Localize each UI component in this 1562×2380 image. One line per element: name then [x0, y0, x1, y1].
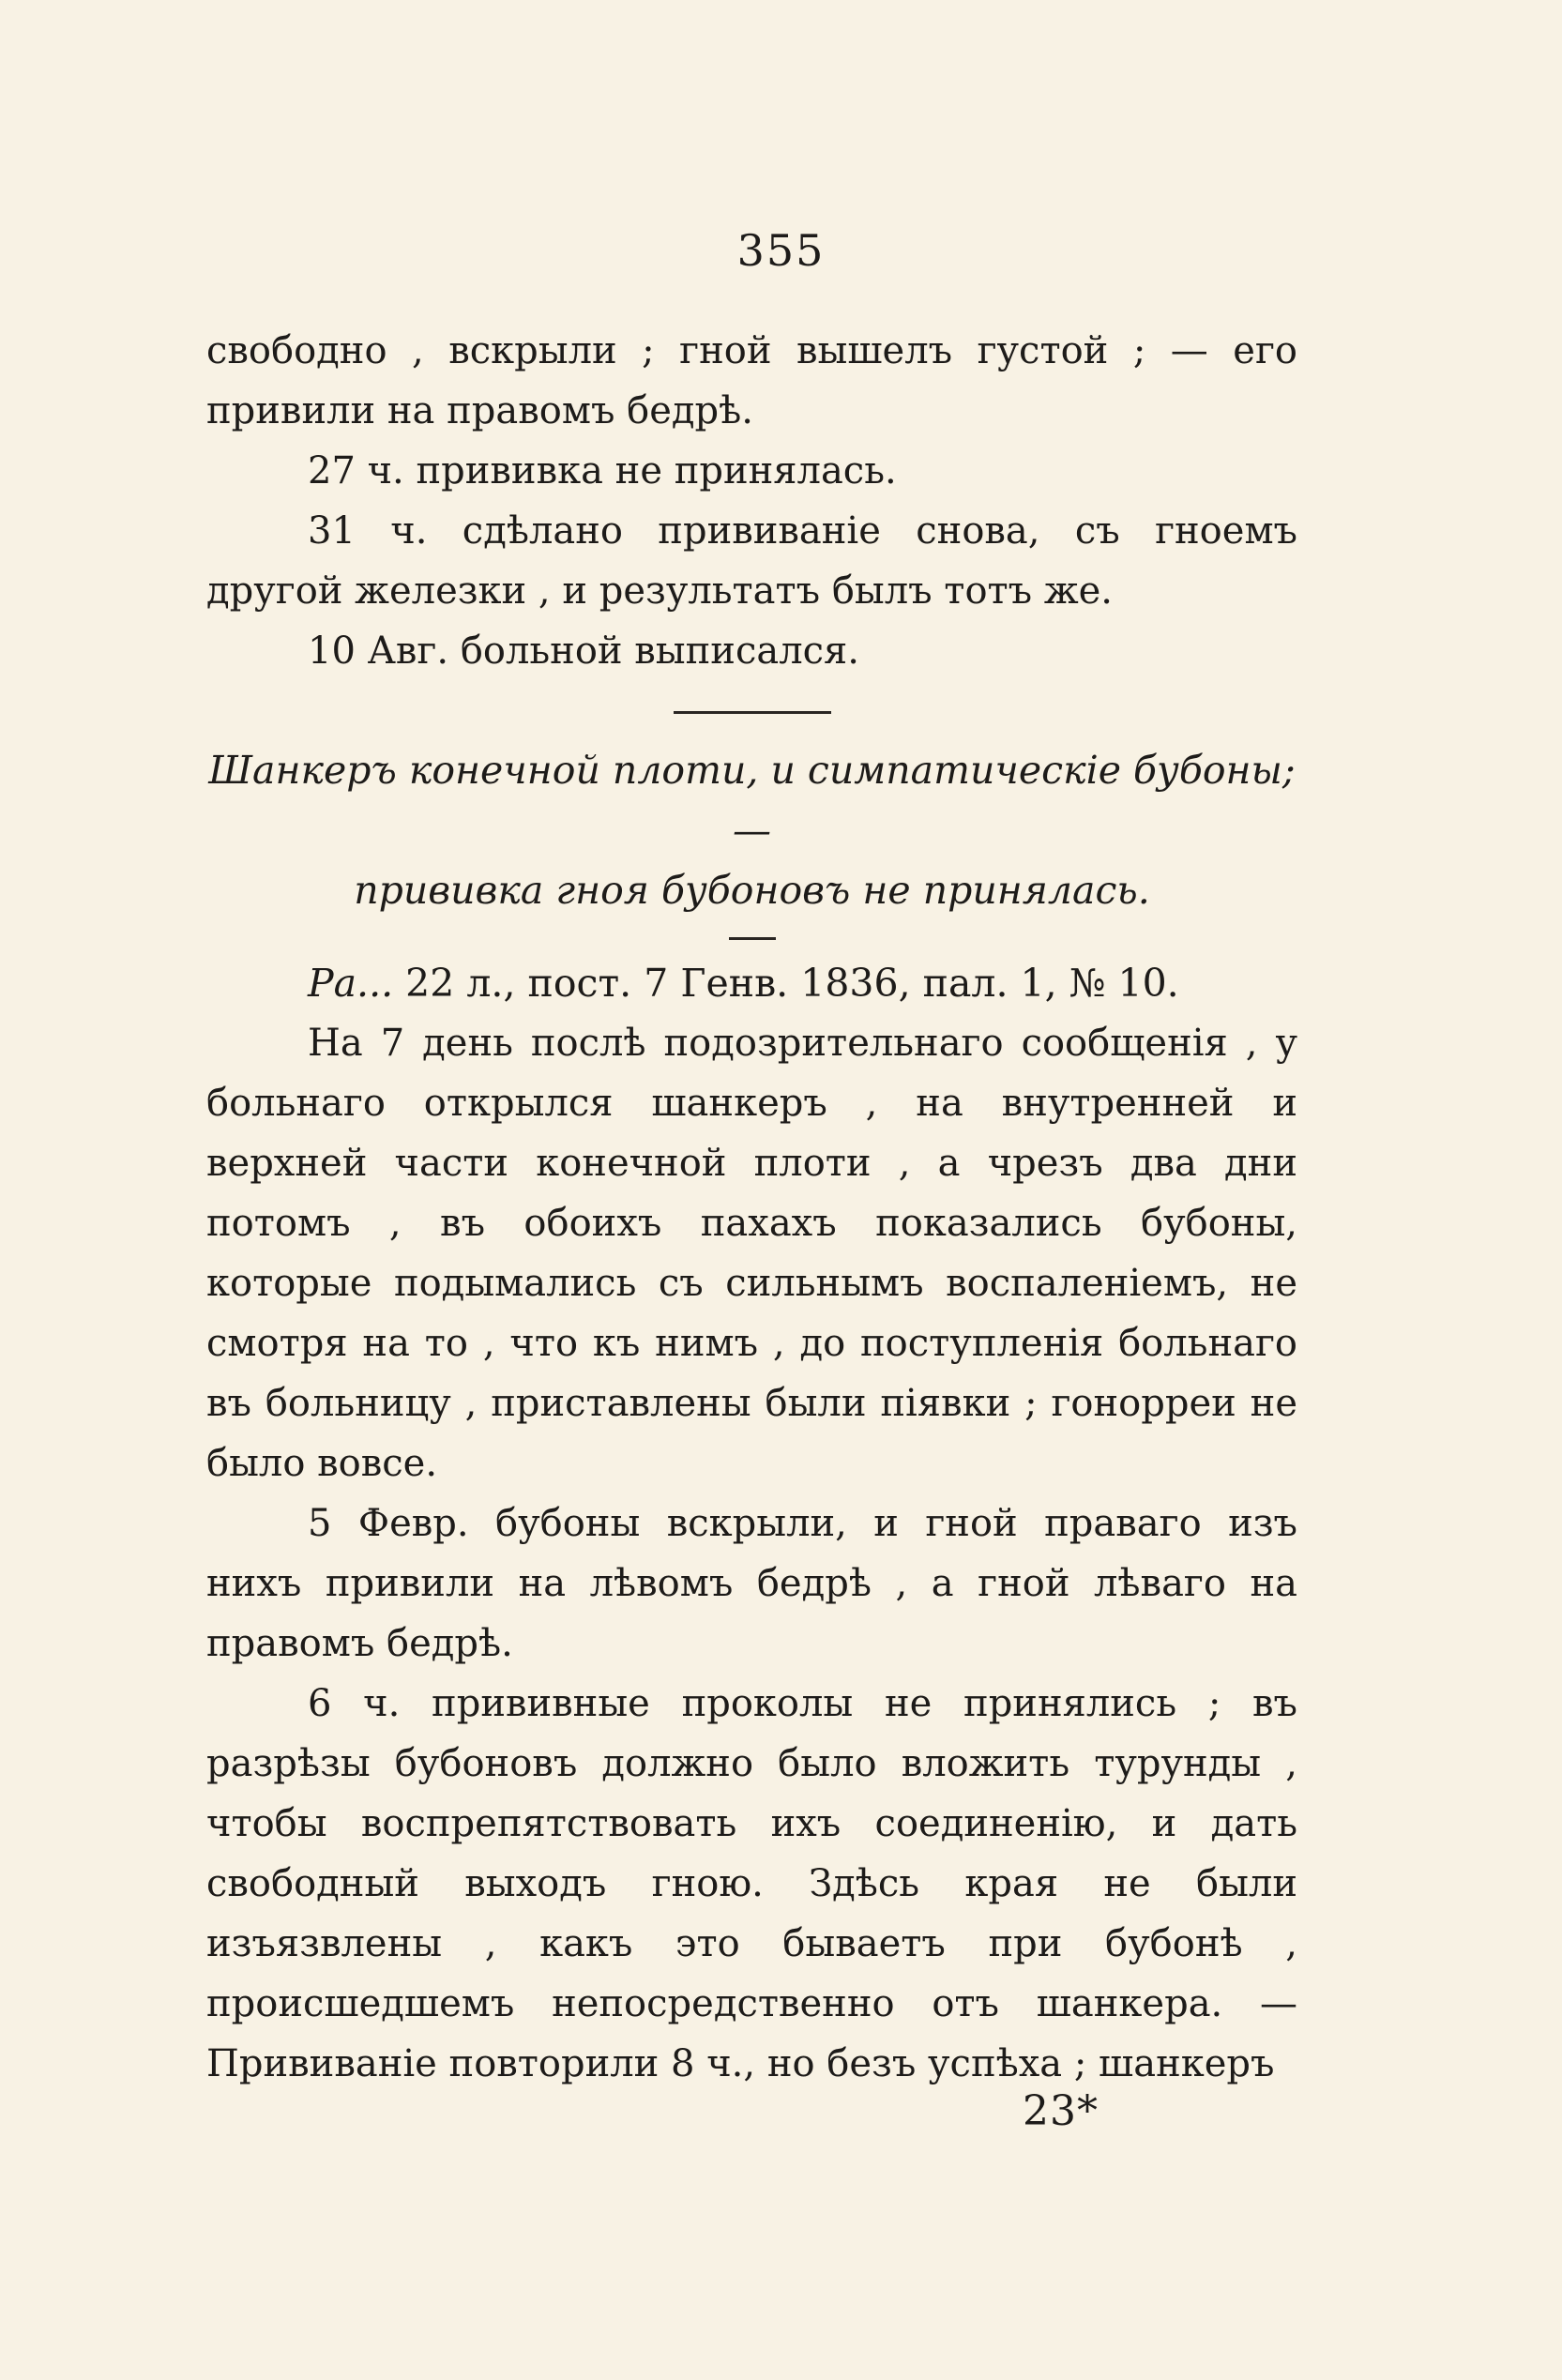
- intro-paragraph-3: 31 ч. сдѣлано прививаніе снова, съ гноемъ другой железки , и результатъ былъ тотъ же.: [206, 509, 1297, 613]
- case-paragraph-2: 5 Февр. бубоны вскрыли, и гной праваго изъ нихъ привили на лѣвомъ бедрѣ , а гной лѣваго на правомъ бедрѣ.: [206, 1502, 1297, 1665]
- case-paragraph-3: 6 ч. прививные проколы не принялись ; въ разрѣзы бубоновъ должно было вложить турунды , чтобы воспрепятствовать ихъ соединенію, и дать свободный выходъ гною. Здѣсь края не были изъязвлены , какъ это бываетъ при бубонѣ , происшедшемъ непосредственно отъ шанкера. — Прививаніе повторили 8 ч., но безъ успѣха ; шанкеръ: [206, 1682, 1297, 2085]
- case-patient: Ра...: [308, 961, 394, 1006]
- case-header: [206, 953, 1297, 1013]
- intro-paragraph-4: 10 Авг. больной выписался.: [308, 629, 859, 673]
- intro-paragraph-1: свободно , вскрыли ; гной вышелъ густой ; — его привили на правомъ бедрѣ.: [206, 329, 1297, 432]
- heading-divider: [729, 937, 776, 940]
- case-details: 22 л., пост. 7 Генв. 1836, пал. 1, № 10.: [393, 961, 1179, 1006]
- signature-mark: 23*: [1023, 2087, 1099, 2135]
- page-body: [206, 321, 1297, 2094]
- page-number: 355: [736, 225, 826, 276]
- section-divider: [674, 711, 831, 714]
- intro-paragraph-2: 27 ч. прививка не принялась.: [308, 449, 897, 493]
- section-heading-line-2: прививка гноя бубоновъ не принялась.: [354, 868, 1150, 913]
- section-heading-line-1: Шанкеръ конечной плоти, и симпатическіе бубоны; —: [208, 748, 1296, 853]
- case-paragraph-1: На 7 день послѣ подозрительнаго сообщенія , у больнаго открылся шанкеръ , на внутренней и верхней части конечной плоти , а чрезъ два дни потомъ , въ обоихъ пахахъ показались бубоны, которые подымались съ сильнымъ воспаленіемъ, не смотря на то , что къ нимъ , до поступленія больнаго въ больницу , приставлены были піявки ; гонорреи не было вовсе.: [206, 1022, 1297, 1485]
